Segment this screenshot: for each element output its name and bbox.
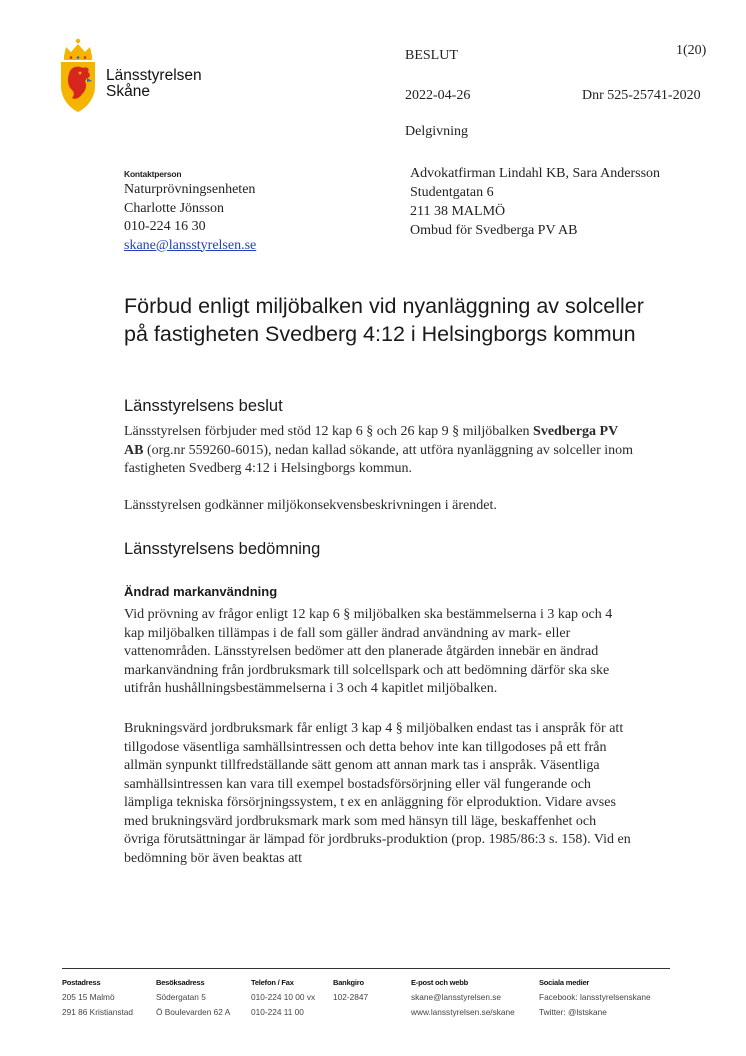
footer-value: 205 15 Malmö (62, 992, 115, 1002)
contact-block (124, 168, 256, 255)
footer-epost (411, 975, 515, 1020)
recipient-address (410, 164, 660, 240)
footer-postadress (62, 975, 133, 1020)
document-title: Förbud enligt miljöbalken vid nyanläggning av solceller på fastigheten Svedberg 4:12 i Helsingborgs kommun (124, 294, 644, 346)
subheading-markanvandning: Ändrad markanvändning (124, 584, 278, 599)
footer-label: Bankgiro (333, 978, 364, 987)
delivery-method: Delgivning (405, 124, 468, 139)
footer-value: Ö Boulevarden 62 A (156, 1007, 231, 1017)
footer-email-link[interactable]: skane@lansstyrelsen.se (411, 992, 502, 1002)
page-number: 1(20) (676, 43, 707, 58)
document-type: BESLUT (405, 48, 458, 63)
footer-twitter[interactable]: Twitter: @lstskane (539, 1007, 607, 1017)
footer-label: E-post och webb (411, 978, 469, 987)
recipient-line-4: Ombud för Svedberga PV AB (410, 223, 578, 238)
footer-web-link[interactable]: www.lansstyrelsen.se/skane (411, 1007, 515, 1017)
diary-number: Dnr 525-25741-2020 (582, 88, 701, 103)
logo-line-2: Skåne (106, 83, 150, 100)
footer-label: Sociala medier (539, 978, 590, 987)
decision-text-end: (org.nr 559260-6015), nedan kallad sökande, att utföra nyanläggning av solceller inom fastigheten Svedberg 4:12 i Helsingborgs kommun. (124, 442, 634, 476)
logo-line-1: Länsstyrelsen (106, 67, 202, 84)
section-heading-beslut: Länsstyrelsens beslut (124, 397, 283, 415)
recipient-line-3: 211 38 MALMÖ (410, 204, 506, 219)
agency-logo (56, 38, 216, 118)
company-name: Svedberga PV AB (124, 424, 618, 458)
contact-unit: Naturprövningsenheten (124, 182, 256, 197)
contact-email-link[interactable]: skane@lansstyrelsen.se (124, 237, 257, 253)
assessment-paragraph-2: Brukningsvärd jordbruksmark får enligt 3 kap 4 § miljöbalken endast tas i anspråk för att tillgodose väsentliga samhällsintressen och detta behov inte kan tillgodoses på ett från allmän synpunkt tillfredställande sätt genom att annan mark tas i anspråk. Väsentliga samhällsintressen kan vara till exempel bostadsförsörjning eller väl fungerande och lämpliga tekniska försörjningssystem, t ex en anläggning för elproduktion. Vidare avses med brukningsvärd jordbruksmark mark som med hänsyn till läge, beskaffenhet och övriga förutsättningar är lämpad för jordbruks-produktion (prop. 1985/86:3 s. 158). Vid en bedömning bör även beaktas att (124, 721, 631, 866)
contact-label: Kontaktperson (124, 169, 182, 179)
footer-divider (62, 968, 670, 969)
footer-besoksadress (156, 975, 230, 1020)
footer-value: 102-2847 (333, 992, 369, 1002)
footer-value: 291 86 Kristianstad (62, 1007, 134, 1017)
section-heading-bedomning: Länsstyrelsens bedömning (124, 540, 321, 558)
footer-value: 010-224 11 00 (251, 1007, 304, 1017)
footer-label: Telefon / Fax (251, 978, 294, 987)
footer-facebook[interactable]: Facebook: lansstyrelsenskane (539, 992, 651, 1002)
decision-text-start: Länsstyrelsen förbjuder med stöd 12 kap 6 § och 26 kap 9 § miljöbalken (124, 424, 534, 439)
footer-value: Södergatan 5 (156, 992, 206, 1002)
footer-value: 010-224 10 00 vx (251, 992, 316, 1002)
contact-name: Charlotte Jönsson (124, 200, 224, 216)
approval-paragraph: Länsstyrelsen godkänner miljökonsekvensbeskrivningen i ärendet. (124, 498, 497, 513)
recipient-line-2: Studentgatan 6 (410, 185, 494, 200)
decision-paragraph (124, 423, 634, 479)
document-date: 2022-04-26 (405, 88, 471, 103)
footer-telefon (251, 975, 315, 1020)
assessment-paragraph-1: Vid prövning av frågor enligt 12 kap 6 § miljöbalken ska bestämmelserna i 3 kap och 4 kap miljöbalken tillämpas i de fall som gäller ändrad användning av mark- eller vattenområden. Länsstyrelsen bedömer att den planerade åtgärden innebär en ändrad markanvändning från jordbruksmark till solcellspark och att bedömning därför ska ske utifrån hushållningsbestämmelserna i 3 och 4 kapitlet miljöbalken. (124, 607, 613, 696)
footer-label: Besöksadress (156, 978, 205, 987)
skane-coat-of-arms-icon (56, 38, 100, 114)
footer-sociala (539, 975, 651, 1020)
contact-phone: 010-224 16 30 (124, 219, 206, 234)
footer-label: Postadress (62, 978, 101, 987)
recipient-line-1: Advokatfirman Lindahl KB, Sara Andersson (410, 166, 661, 181)
footer-bankgiro (333, 975, 368, 1005)
